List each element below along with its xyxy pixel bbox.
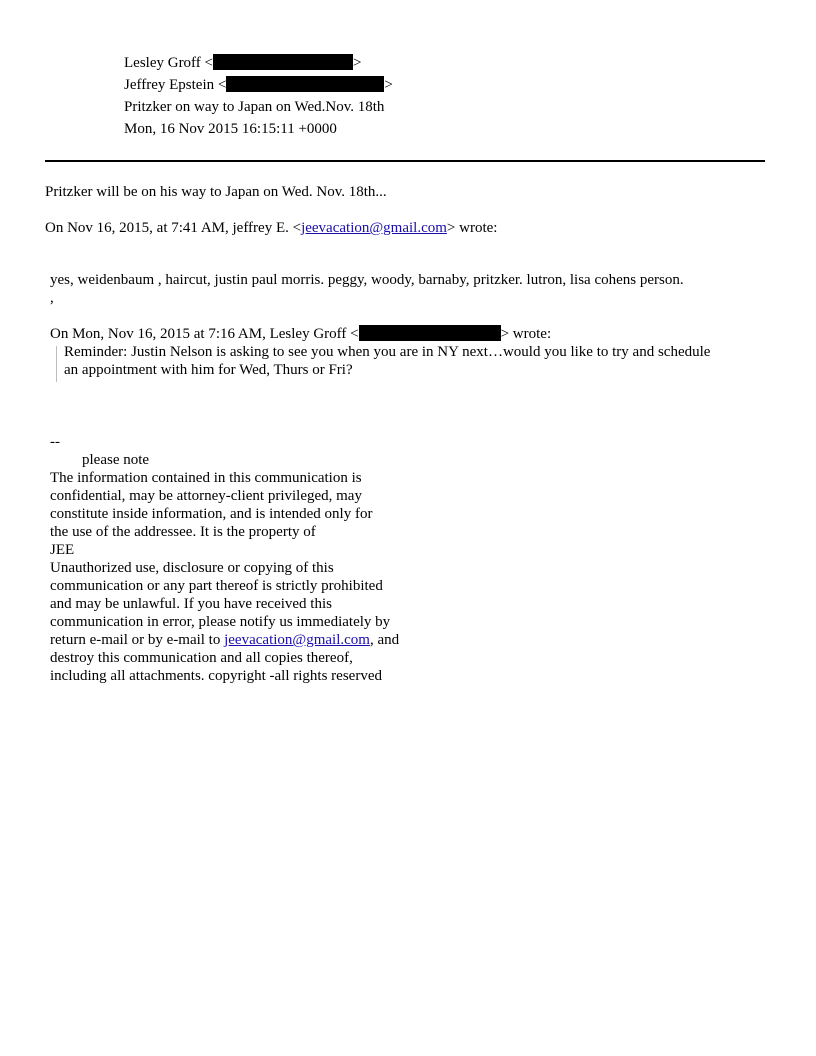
body-line-pritzker: Pritzker will be on his way to Japan on Wed. Nov. 18th... — [45, 184, 387, 200]
to-bracket: > — [384, 77, 393, 93]
reply-email-link[interactable]: jeevacation@gmail.com — [301, 220, 447, 236]
reply-suffix: > wrote: — [446, 220, 498, 236]
disclaimer-line: JEE — [50, 542, 75, 558]
stray-comma: , — [50, 290, 54, 306]
header-date-row — [0, 119, 600, 139]
redaction-box — [213, 54, 353, 70]
signature-dashes: -- — [50, 434, 60, 450]
from-name: Lesley Groff < — [124, 55, 213, 71]
quote-prefix: On Mon, Nov 16, 2015 at 7:16 AM, Lesley Groff < — [50, 326, 359, 342]
disclaimer-line: including all attachments. copyright -all rights reserved — [50, 668, 382, 684]
disclaimer-line: confidential, may be attorney-client privileged, may — [50, 488, 362, 504]
disclaimer-line: Unauthorized use, disclosure or copying of this — [50, 560, 334, 576]
header-to-row — [0, 75, 600, 95]
names-line: yes, weidenbaum , haircut, justin paul morris. peggy, woody, barnaby, pritzker. lutron, lisa cohens person. — [50, 272, 684, 288]
quote-line-1: Reminder: Justin Nelson is asking to see you when you are in NY next…would you like to try and schedule — [64, 344, 711, 360]
disclaimer-line: and may be unlawful. If you have received this — [50, 596, 332, 612]
subject-value: Pritzker on way to Japan on Wed.Nov. 18th — [124, 99, 385, 115]
return-suffix: , and — [369, 632, 400, 648]
disclaimer-line: The information contained in this communication is — [50, 470, 362, 486]
disclaimer-line: the use of the addressee. It is the property of — [50, 524, 316, 540]
return-prefix: return e-mail or by e-mail to — [50, 632, 225, 648]
quote-suffix: > wrote: — [500, 326, 552, 342]
quote-bar — [56, 346, 57, 382]
quote-line-2: an appointment with him for Wed, Thurs or Fri? — [64, 362, 353, 378]
date-value: Mon, 16 Nov 2015 16:15:11 +0000 — [124, 121, 337, 137]
please-note: please note — [82, 452, 150, 468]
disclaimer-line: destroy this communication and all copies thereof, — [50, 650, 353, 666]
from-bracket: > — [353, 55, 362, 71]
to-name: Jeffrey Epstein < — [124, 77, 227, 93]
disclaimer-line: communication in error, please notify us immediately by — [50, 614, 391, 630]
disclaimer-line-email — [50, 631, 399, 649]
disclaimer-line: communication or any part thereof is strictly prohibited — [50, 578, 383, 594]
quote-attribution — [50, 325, 551, 343]
header-from-row — [0, 53, 600, 73]
signature-email-link[interactable]: jeevacation@gmail.com — [224, 632, 370, 648]
redaction-box — [226, 76, 384, 92]
to-value — [124, 75, 393, 95]
disclaimer-line: constitute inside information, and is intended only for — [50, 506, 373, 522]
reply-prefix: On Nov 16, 2015, at 7:41 AM, jeffrey E. < — [45, 220, 302, 236]
reply-attribution — [45, 219, 497, 237]
from-value — [124, 53, 361, 73]
redaction-box — [359, 325, 501, 341]
header-divider — [45, 160, 765, 162]
header-subject-row — [0, 97, 600, 117]
